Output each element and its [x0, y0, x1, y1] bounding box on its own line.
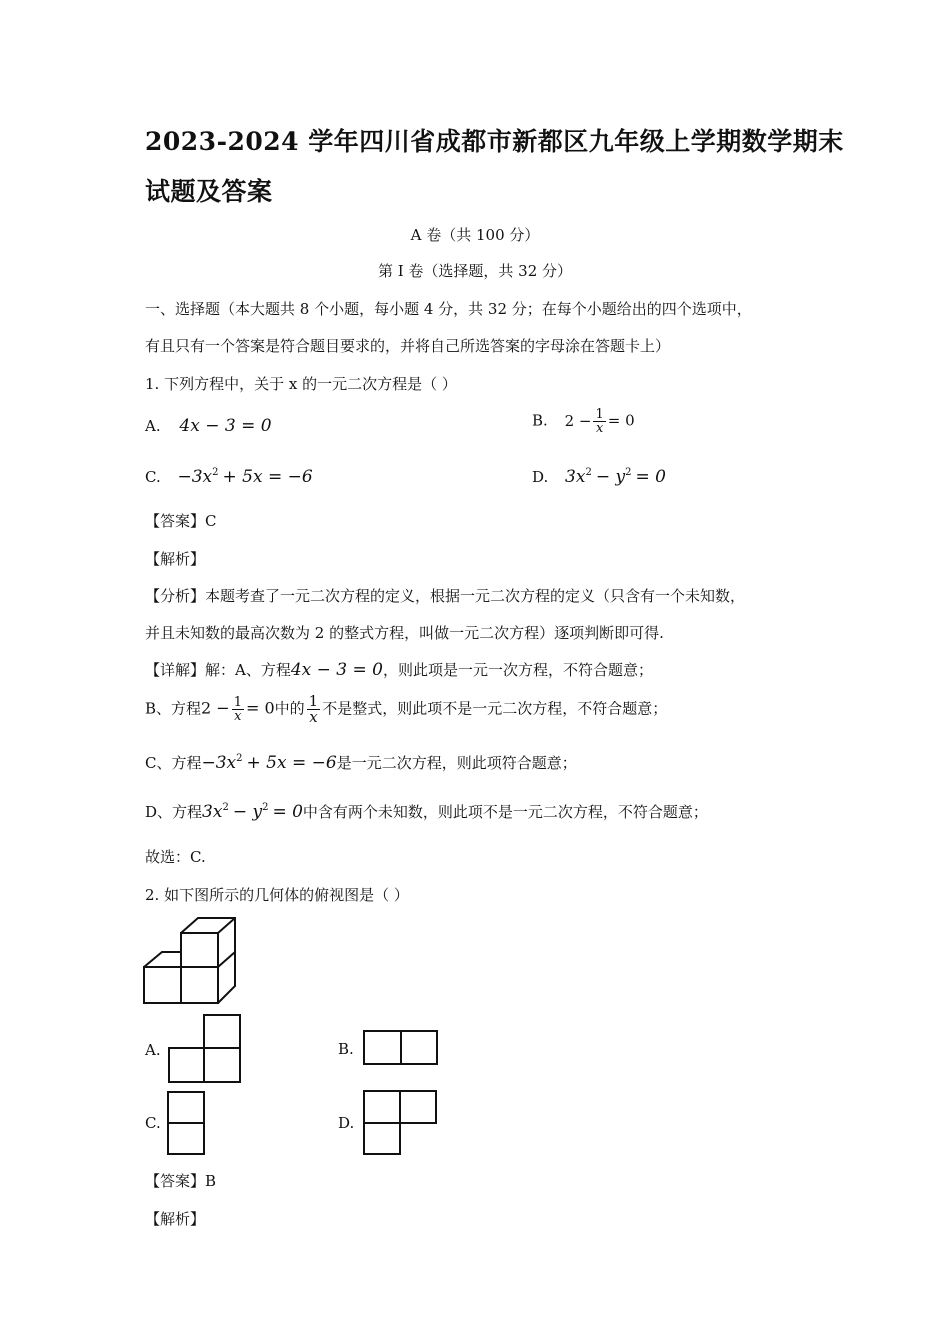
q1-stem: 1. 下列方程中，关于 x 的一元二次方程是（ ） [145, 375, 457, 393]
q1-detail-c-pre: C、方程 [145, 754, 202, 772]
q1-option-d-math-post: = 0 [635, 467, 666, 487]
q1-option-d-label: D. [532, 468, 549, 486]
q1-detail-a-pre: 【详解】解：A、方程 [145, 661, 291, 679]
q1-detail-d-exponent2: 2 [262, 802, 269, 813]
q1-option-b-label: B. [532, 411, 548, 430]
q1-detail-c [145, 752, 577, 773]
q1-detail-d-math-post: = 0 [272, 802, 303, 822]
q2-option-b-label: B. [338, 1040, 354, 1058]
q2-option-a-label: A. [145, 1041, 161, 1059]
q1-detail-a [145, 659, 653, 680]
section1-instructions-line1: 一、选择题（本大题共 8 个小题，每小题 4 分，共 32 分；在每个小题给出的四个选项中， [145, 300, 752, 318]
q1-conclusion: 故选：C. [145, 848, 206, 866]
q1-option-c-math-pre: −3x [177, 467, 213, 487]
q1-option-c-label: C. [145, 468, 161, 486]
q2-option-a-figure [166, 1013, 244, 1085]
q1-option-d-exponent1: 2 [585, 467, 592, 478]
q2-option-c-label: C. [145, 1114, 161, 1132]
q1-detail-d-math-pre: 3x [202, 802, 223, 822]
q1-detail-b-denominator: x [234, 709, 242, 724]
q1-detail-b-post: 不是整式，则此项不是一元二次方程，不符合题意； [322, 699, 668, 718]
q1-option-a-math: 4x − 3 = 0 [179, 416, 272, 436]
q1-option-c [145, 467, 313, 487]
q1-detail-b-fraction [232, 696, 244, 723]
q1-detail-b-mid: 中的 [274, 699, 305, 718]
q1-option-b-fraction [593, 408, 605, 435]
q1-detail-d [145, 801, 708, 822]
q1-option-b [532, 408, 635, 435]
q1-fenxi-line2: 并且未知数的最高次数为 2 的整式方程，叫做一元二次方程）逐项判断即可得. [145, 624, 664, 642]
q1-detail-b-fraction2 [307, 694, 321, 725]
q1-option-a-label: A. [145, 417, 161, 435]
q1-detail-c-post: 是一元二次方程，则此项符合题意； [336, 754, 577, 772]
q1-option-b-pre: 2 − [564, 411, 592, 430]
q1-option-d-math-mid: − y [595, 467, 626, 487]
q1-option-c-math-post: + 5x = −6 [222, 467, 313, 487]
q1-option-d [532, 467, 666, 487]
volume-a-heading: A 卷（共 100 分） [410, 226, 540, 244]
q1-option-c-exponent: 2 [212, 467, 219, 478]
q1-detail-d-pre: D、方程 [145, 803, 203, 821]
q2-option-c-figure [166, 1090, 208, 1156]
document-title-line2: 试题及答案 [145, 177, 273, 206]
q1-detail-b-math-post: = 0 [245, 698, 275, 718]
document-title-line1: 2023-2024 学年四川省成都市新都区九年级上学期数学期末 [145, 127, 844, 156]
q1-detail-b-numerator2: 1 [308, 692, 319, 710]
q2-answer: 【答案】B [145, 1172, 217, 1190]
q1-option-b-denominator: x [595, 421, 604, 436]
q1-analysis-tag: 【解析】 [145, 550, 206, 568]
q1-detail-b-math-pre: 2 − [201, 698, 230, 718]
q1-answer: 【答案】C [145, 512, 217, 530]
q1-detail-c-math-post: + 5x = −6 [246, 753, 337, 773]
q2-stem: 2. 如下图所示的几何体的俯视图是（ ） [145, 886, 409, 904]
volume-i-heading: 第 I 卷（选择题，共 32 分） [377, 262, 573, 280]
q2-solid-figure [140, 915, 240, 1010]
q1-detail-b-pre: B、方程 [145, 699, 202, 718]
q2-option-d-figure [362, 1089, 440, 1157]
q1-detail-b-denominator2: x [309, 708, 318, 726]
q1-detail-d-math-mid: − y [232, 802, 263, 822]
q1-detail-c-math-pre: −3x [201, 753, 237, 773]
section1-instructions-line2: 有且只有一个答案是符合题目要求的，并将自己所选答案的字母涂在答题卡上） [145, 337, 671, 355]
q1-detail-c-exponent: 2 [236, 753, 243, 764]
q1-option-d-exponent2: 2 [625, 467, 632, 478]
q1-option-d-math-pre: 3x [565, 467, 586, 487]
q1-option-a [145, 416, 272, 436]
q1-detail-a-post: ，则此项是一元一次方程，不符合题意； [382, 661, 653, 679]
q2-option-d-label: D. [338, 1114, 355, 1132]
q1-detail-b [145, 694, 667, 725]
q1-option-b-numerator: 1 [595, 407, 604, 422]
q2-analysis-tag: 【解析】 [145, 1210, 206, 1228]
q1-detail-d-exponent1: 2 [222, 802, 229, 813]
q2-option-b-figure [362, 1029, 440, 1067]
q1-option-b-post: = 0 [607, 411, 635, 430]
q1-detail-a-math: 4x − 3 = 0 [290, 660, 383, 680]
q1-detail-d-post: 中含有两个未知数，则此项不是一元二次方程，不符合题意； [302, 803, 708, 821]
q1-fenxi-line1: 【分析】本题考查了一元二次方程的定义，根据一元二次方程的定义（只含有一个未知数， [145, 587, 746, 605]
q1-detail-b-numerator: 1 [233, 695, 242, 710]
